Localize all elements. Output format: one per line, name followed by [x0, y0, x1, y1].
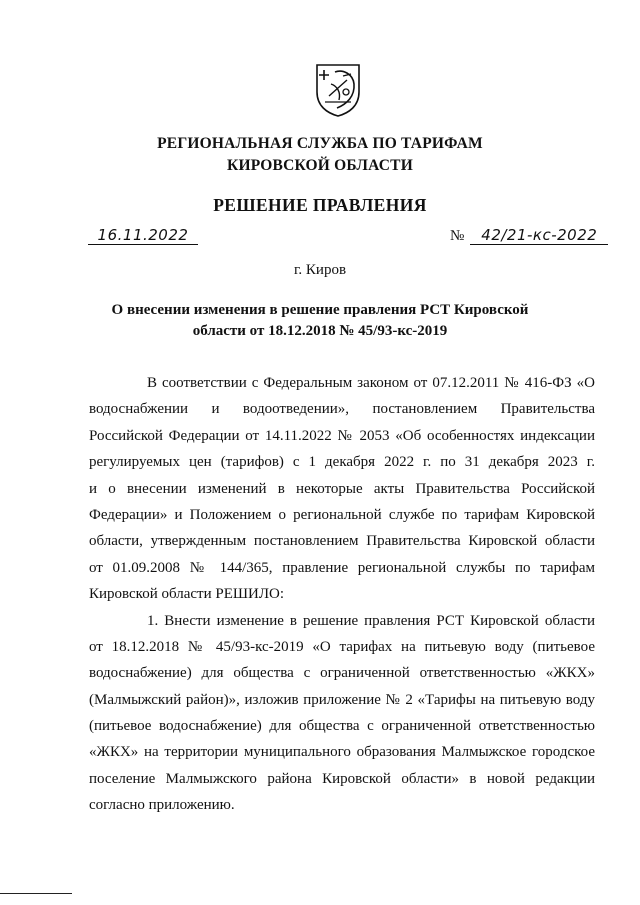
body-line: от 18.12.2018 № 45/93-кс-2019 «О тарифах на питьевую воду (питьевое	[89, 638, 595, 655]
coat-of-arms-icon	[313, 62, 363, 118]
organization-name-line2: КИРОВСКОЙ ОБЛАСТИ	[227, 157, 413, 174]
body-line: водоснабжение) для общества с ограниченной ответственностью «ЖКХ»	[89, 665, 595, 682]
body-line: поселение Малмыжского района Кировской области» в новой редакции	[89, 770, 595, 787]
body-line: согласно приложению.	[89, 797, 235, 814]
body-line: и о внесении изменений в некоторые акты Правительства Российской	[89, 480, 595, 497]
footnote-divider	[0, 893, 72, 894]
subject-line2: области от 18.12.2018 № 45/93-кс-2019	[192, 323, 448, 339]
body-line: области, утвержденным постановлением Правительства Кировской области	[89, 533, 595, 550]
body-line: (Малмыжский район)», изложив приложение № 2 «Тарифы на питьевую воду	[89, 691, 595, 708]
decision-date: 16.11.2022	[88, 226, 198, 245]
body-text	[89, 372, 595, 821]
body-line: Российской Федерации от 14.11.2022 № 2053 «Об особенностях индексации	[89, 427, 595, 444]
city: г. Киров	[293, 262, 347, 278]
body-line: Кировской области РЕШИЛО:	[89, 586, 285, 603]
body-line: (питьевое водоснабжение) для общества с ограниченной ответственностью	[89, 718, 595, 735]
subject-line1: О внесении изменения в решение правления РСТ Кировской	[111, 302, 529, 318]
number-sign: №	[450, 228, 465, 244]
decision-number-field	[450, 226, 622, 244]
body-line: Федерации» и Положением о региональной службе по тарифам Кировской	[89, 506, 595, 523]
body-line: «ЖКХ» на территории муниципального образования Малмыжское городское	[89, 744, 595, 761]
body-line: регулируемых цен (тарифов) с 1 декабря 2022 г. по 31 декабря 2023 г.	[89, 454, 595, 471]
body-line: от 01.09.2008 № 144/365, правление региональной службы по тарифам	[89, 559, 595, 576]
body-line: В соответствии с Федеральным законом от 07.12.2011 № 416-ФЗ «О	[147, 375, 595, 391]
decision-number: 42/21-кс-2022	[470, 226, 608, 245]
organization-name-line1: РЕГИОНАЛЬНАЯ СЛУЖБА ПО ТАРИФАМ	[157, 135, 483, 152]
document-title: РЕШЕНИЕ ПРАВЛЕНИЯ	[213, 195, 427, 215]
body-line: водоснабжении и водоотведении», постановлением Правительства	[89, 401, 595, 418]
body-line: 1. Внести изменение в решение правления РСТ Кировской области	[147, 612, 595, 629]
